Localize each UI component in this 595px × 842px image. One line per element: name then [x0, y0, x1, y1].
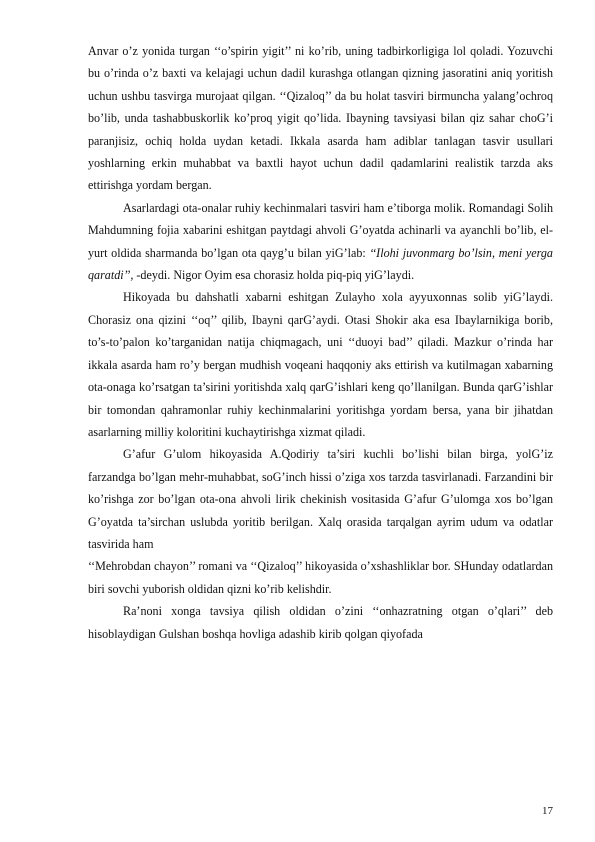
paragraph-5: ‘‘Mehrobdan chayon’’ romani va ‘‘Qizaloq’’ hikoyasida o’xshashliklar bor. SHunday odatlardan biri sovchi yuborish oldidan qizni ko’rib kelishdir.: [88, 559, 553, 596]
paragraph-4: G’afur G’ulom hikoyasida A.Qodiriy ta’siri kuchli bo’lishi bilan birga, yolG’iz farzandga bo’lgan mehr-muhabbat, soG’inch hissi o’ziga xos tarzda tasvirlanadi. Farzandini bir ko’rishga zor bo’lgan ota-ona ahvoli lirik chekinish vositasida G’afur G’ulomga xos bo’lgan G’oyatda ta’sirchan uslubda yoritib berilgan. Xalq orasida tarqalgan ayrim udum va odatlar tasvirida ham: [88, 447, 553, 551]
paragraph-2-text-after: -deydi. Nigor Oyim esa chorasiz holda piq-piq yiG’laydi.: [133, 268, 415, 283]
document-page: [88, 40, 553, 645]
page-number: 17: [542, 805, 553, 817]
paragraph-6: Ra’noni xonga tavsiya qilish oldidan o’zini ‘‘onhazratning otgan o’qlari’’ deb hisoblaydigan Gulshan boshqa hovliga adashib kirib qolgan qiyofada: [88, 604, 553, 641]
paragraph-2: [88, 197, 553, 287]
paragraph-3: Hikoyada bu dahshatli xabarni eshitgan Zulayho xola ayyuxonnas solib yiG’laydi. Chorasiz ona qizini ‘‘oq’’ qilib, Ibayni qarG’aydi. Otasi Shokir aka esa Ibaylarnikiga borib, to’s-to’palon ko’targanidan natija chiqmagach, uni ‘‘duoyi bad’’ qiladi. Mazkur o’rinda har ikkala asarda ham ro’y bergan mudhish voqeani haqqoniy aks ettirish va kutilmagan xabarning ota-onaga ko’rsatgan ta’sirini yoritishda xalq qarG’ishlari keng qo’llanilgan. Bunda qarG’ishlar bir tomondan qahramonlar ruhiy kechinmalarini yoritishga yordam bersa, yana bir jihatdan asarlarning milliy koloritini kuchaytirishga xizmat qiladi.: [88, 290, 553, 439]
paragraph-2-quote: ‘‘Ilohi juvonmarg bo’lsin, meni yerga qaratdi’’,: [88, 245, 553, 283]
paragraph-1: Anvar o’z yonida turgan ‘‘o’spirin yigit’’ ni ko’rib, uning tadbirkorligiga lol qoladi. Yozuvchi bu o’rinda o’z baxti va kelajagi uchun dadil kurashga otlangan qizning jasoratini aniq yoritish uchun ushbu tasvirga murojaat qilgan. ‘‘Qizaloq’’ da bu holat tasviri birmuncha yalang’ochroq bo’lib, unda tashabbuskorlik ko’proq yigit qo’lida. Ibayning tavsiyasi bilan qiz sahar choG’i paranjisiz, ochiq holda uydan ketadi. Ikkala asarda ham adiblar tanlagan tasvir usullari yoshlarning erkin muhabbat va baxtli hayot uchun dadil qadamlarini realistik tarzda aks ettirishga yordam bergan.: [88, 44, 553, 193]
paragraph-2-text-before: Asarlardagi ota-onalar ruhiy kechinmalari tasviri ham e’tiborga molik. Romandagi Solih Mahdumning fojia xabarini eshitgan paytdagi ahvoli G’oyatda achinarli va ayanchli bo’lib, el-yurt oldida sharmanda bo’lgan ota qayg’u bilan yiG’lab:: [88, 200, 553, 260]
